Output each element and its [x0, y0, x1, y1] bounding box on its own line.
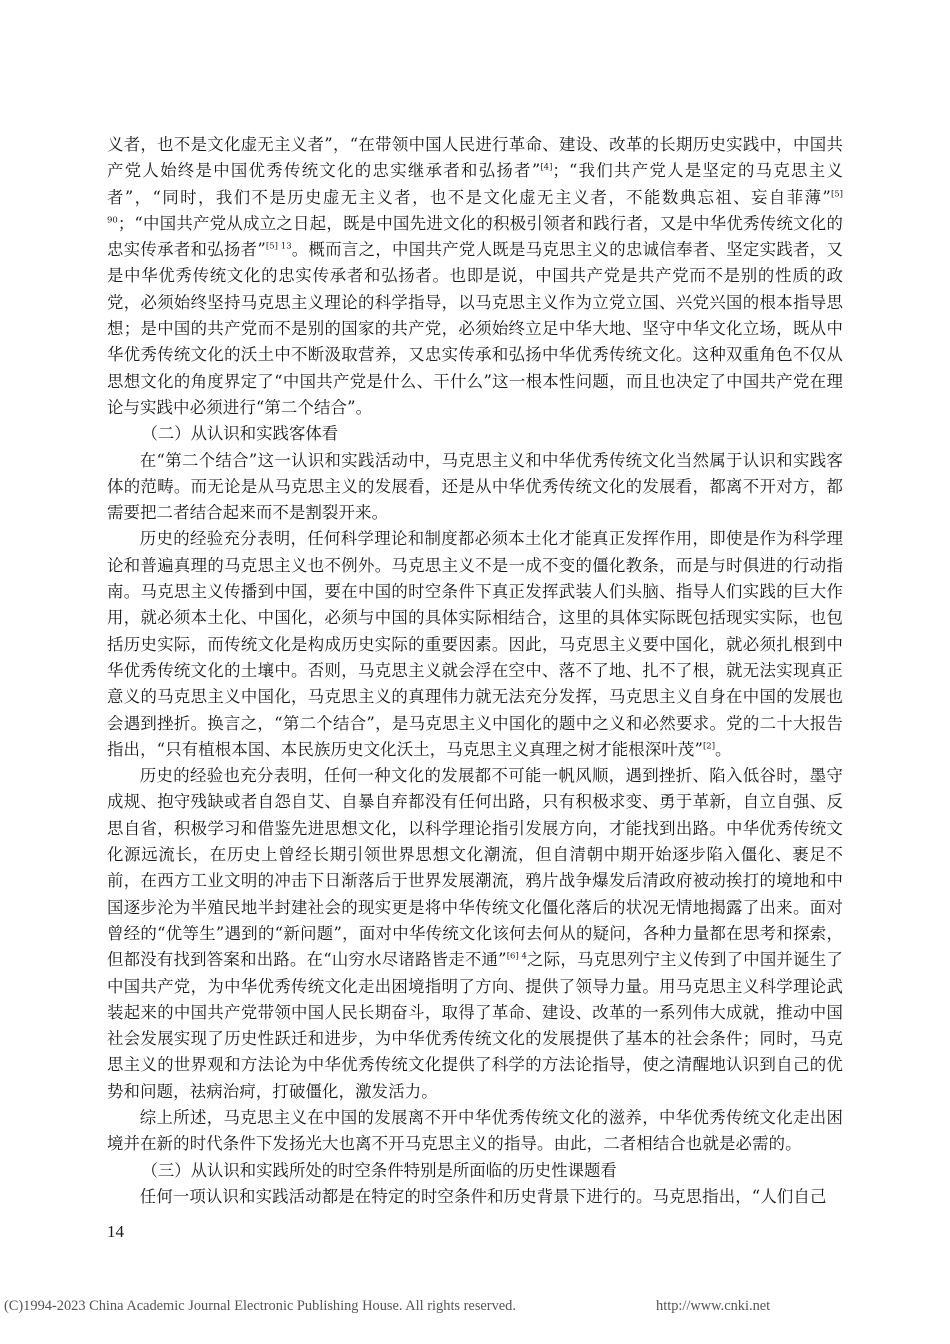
paragraph-summary: 综上所述，马克思主义在中国的发展离不开中华优秀传统文化的滋养，中华优秀传统文化走出困境并在新的时代条件下发扬光大也离不开马克思主义的指导。由此，二者相结合也就是必需的。 — [107, 1107, 843, 1154]
paragraph-conditions-intro: 任何一项认识和实践活动都是在特定的时空条件和历史背景下进行的。马克思指出，“人们自己 — [139, 1186, 827, 1206]
paragraph-marxism-localization — [107, 526, 843, 763]
paragraph-text: ；“我们共产党人是坚定的马克思主义者”，“同时，我们不是历史虚无主义者，也不是文化虚无主义者，不能数典忘祖、妄自菲薄” — [107, 161, 843, 207]
paragraph-text: 义者，也不是文化虚无主义者”，“在带领中国人民进行革命、建设、改革的长期历史实践中，中国共产党人始终是中国优秀传统文化的忠实继承者和弘扬者” — [107, 135, 843, 181]
copyright-text: (C)1994-2023 China Academic Journal Electronic Publishing House. All rights reserved. — [4, 1298, 516, 1314]
paragraph-text: 之际，马克思列宁主义传到了中国并诞生了中国共产党，为中华优秀传统文化走出困境指明了方向、提供了领导力量。用马克思主义科学理论武装起来的中国共产党带领中国人民长期奋斗，取得了革命、建设、改革的一系列伟大成就，推动中国社会发展实现了历史性跃迁和进步，为中华优秀传统文化的发展提供了基本的社会条件；同时，马克思主义的世界观和方法论为中华优秀传统文化提供了科学的方法论指导，使之清醒地认识到自己的优势和问题，祛病治疴，打破僵化，激发活力。 — [107, 950, 843, 1101]
section-heading-historical-conditions: （三）从认识和实践所处的时空条件特别是所面临的历史性课题看 — [141, 1160, 617, 1180]
paragraph-party-dual-role — [107, 132, 843, 421]
paragraph-object-intro: 在“第二个结合”这一认识和实践活动中，马克思主义和中华优秀传统文化当然属于认识和实践客体的范畴。而无论是从马克思主义的发展看，还是从中华优秀传统文化的发展看，都离不开对方，都需要把二者结合起来而不是割裂开来。 — [107, 450, 843, 523]
copyright-url-link[interactable]: http://www.cnki.net — [656, 1298, 771, 1314]
page-number: 14 — [107, 1222, 124, 1241]
paragraph-text: ；“中国共产党从成立之日起，既是中国先进文化的积极引领者和践行者，又是中华优秀传统文化的忠实传承者和弘扬者” — [107, 213, 843, 260]
section-heading-object: （二）从认识和实践客体看 — [141, 424, 339, 444]
paragraph-text: 。 — [715, 739, 732, 759]
copyright-footer — [0, 1296, 950, 1320]
paragraph-traditional-culture-history — [107, 763, 843, 1105]
citation-ref: [5] 90 — [107, 189, 843, 226]
citation-ref: [2] — [702, 741, 716, 752]
article-body — [107, 132, 843, 1210]
citation-ref: [4] — [540, 162, 553, 173]
paragraph-text: 历史的经验充分表明，任何科学理论和制度都必须本土化才能真正发挥作用，即使是作为科学理论和普遍真理的马克思主义也不例外。马克思主义不是一成不变的僵化教条，而是与时俱进的行动指南。马克思主义传播到中国，要在中国的时空条件下真正发挥武装人们头脑、指导人们实践的巨大作用，就必须本土化、中国化，必须与中国的具体实际相结合，这里的具体实际既包括现实实际，也包括历史实际，而传统文化是构成历史实际的重要因素。因此，马克思主义要中国化，就必须扎根到中华优秀传统文化的土壤中。否则，马克思主义就会浮在空中、落不了地、扎不了根，就无法实现真正意义的马克思主义中国化，马克思主义的真理伟力就无法充分发挥，马克思主义自身在中国的发展也会遇到挫折。换言之，“第二个结合”，是马克思主义中国化的题中之义和必然要求。党的二十大报告指出，“只有植根本国、本民族历史文化沃土，马克思主义真理之树才能根深叶茂” — [107, 529, 843, 759]
citation-ref: [6] 4 — [506, 951, 527, 962]
paragraph-text: 。概而言之，中国共产党人既是马克思主义的忠诚信奉者、坚定实践者，又是中华优秀传统文化的忠实传承者和弘扬者。也即是说，中国共产党是共产党而不是别的性质的政党，必须始终坚持马克思主义理论的科学指导，以马克思主义作为立党立国、兴党兴国的根本指导思想；是中国的共产党而不是别的国家的共产党，必须始终立足中华大地、坚守中华文化立场，既从中华优秀传统文化的沃土中不断汲取营养，又忠实传承和弘扬中华优秀传统文化。这种双重角色不仅从思想文化的角度界定了“中国共产党是什么、干什么”这一根本性问题，而且也决定了中国共产党在理论与实践中必须进行“第二个结合”。 — [107, 240, 843, 417]
paragraph-text: 历史的经验也充分表明，任何一种文化的发展都不可能一帆风顺，遇到挫折、陷入低谷时，墨守成规、抱守残缺或者自怨自艾、自暴自弃都没有任何出路，只有积极求变、勇于革新，自立自强、反思自省，积极学习和借鉴先进思想文化，以科学理论指引发展方向，才能找到出路。中华优秀传统文化源远流长，在历史上曾经长期引领世界思想文化潮流，但自清朝中期开始逐步陷入僵化、裹足不前，在西方工业文明的冲击下日渐落后于世界发展潮流，鸦片战争爆发后清政府被动挨打的境地和中国逐步沦为半殖民地半封建社会的现实更是将中华传统文化僵化落后的状况无情地揭露了出来。面对曾经的“优等生”遇到的“新问题”，面对中华传统文化该何去何从的疑问，各种力量都在思考和探索，但都没有找到答案和出路。在“山穷水尽诸路皆走不通” — [107, 766, 843, 970]
citation-ref: [5] 13 — [265, 241, 292, 252]
